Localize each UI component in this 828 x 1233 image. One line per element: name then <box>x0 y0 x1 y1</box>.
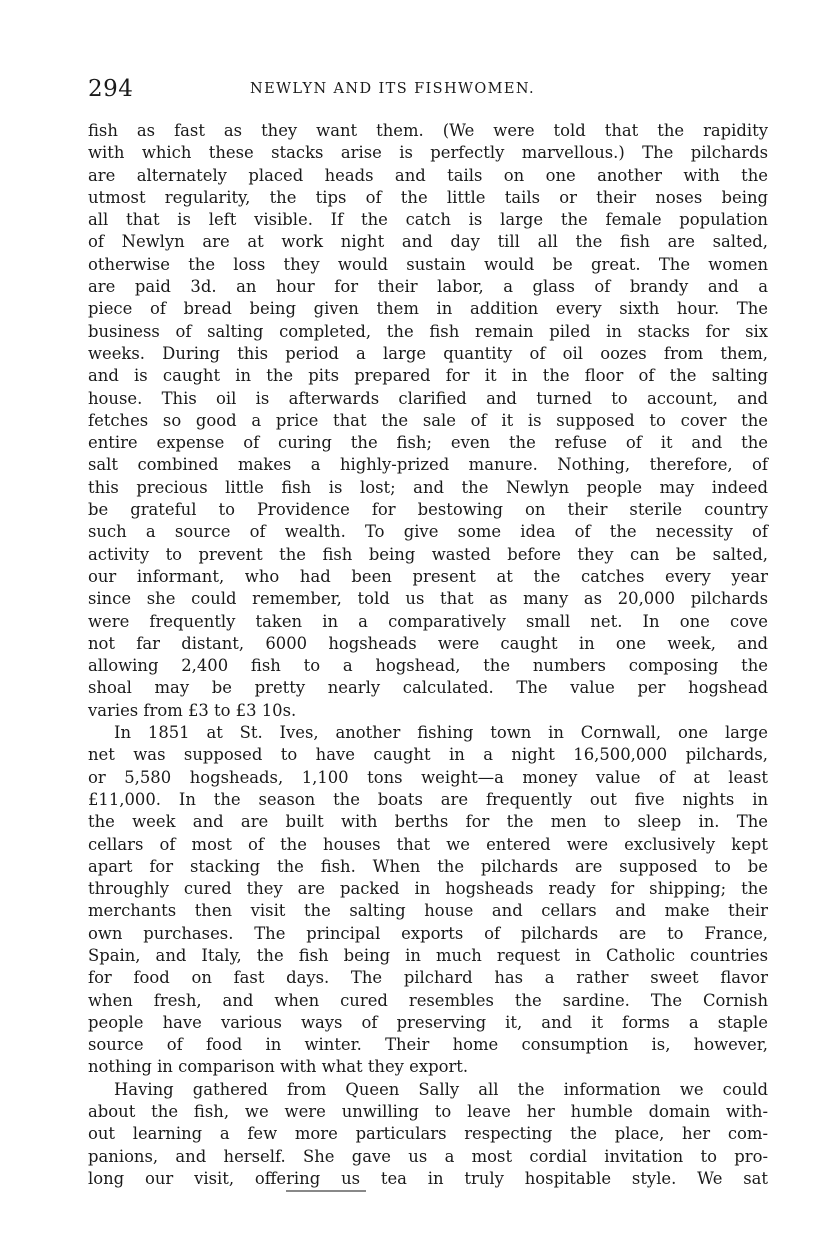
printer-mark <box>286 1190 366 1192</box>
text-line: are alternately placed heads and tails on one another with the <box>88 165 768 185</box>
text-line: when fresh, and when cured resembles the sardine. The Cornish <box>88 990 768 1010</box>
running-title: NEWLYN AND ITS FISHWOMEN. <box>250 81 536 97</box>
text-line: panions, and herself. She gave us a most cordial invitation to pro- <box>88 1146 768 1166</box>
text-line: were frequently taken in a comparatively small net. In one cove <box>88 611 768 631</box>
text-line: fetches so good a price that the sale of it is supposed to cover the <box>88 410 768 430</box>
text-line: out learning a few more particulars respecting the place, her com- <box>88 1124 768 1144</box>
text-line: entire expense of curing the fish; even the refuse of it and the <box>88 433 768 453</box>
text-line: since she could remember, told us that as many as 20,000 pilchards <box>88 589 768 609</box>
text-line: of Newlyn are at work night and day till all the fish are salted, <box>88 232 768 252</box>
text-line: own purchases. The principal exports of pilchards are to France, <box>88 923 768 943</box>
page-header <box>88 76 768 106</box>
text-line: throughly cured they are packed in hogsheads ready for shipping; the <box>88 879 768 899</box>
text-line: not far distant, 6000 hogsheads were caught in one week, and <box>88 633 768 653</box>
text-line: allowing 2,400 fish to a hogshead, the numbers composing the <box>88 656 768 676</box>
text-line: are paid 3d. an hour for their labor, a glass of brandy and a <box>88 277 768 297</box>
text-line: fish as fast as they want them. (We were told that the rapidity <box>88 121 768 140</box>
text-line: with which these stacks arise is perfectly marvellous.) The pilchards <box>88 143 768 163</box>
page-number: 294 <box>88 76 134 102</box>
text-line: source of food in winter. Their home consumption is, however, <box>88 1035 768 1055</box>
text-line: net was supposed to have caught in a night 16,500,000 pilchards, <box>88 745 768 765</box>
text-line: varies from £3 to £3 10s. <box>88 700 297 720</box>
text-line: and is caught in the pits prepared for it in the floor of the salting <box>88 366 768 386</box>
text-line: activity to prevent the fish being wasted before they can be salted, <box>88 544 768 564</box>
text-line: such a source of wealth. To give some idea of the necessity of <box>88 522 768 542</box>
text-line: long our visit, offering us tea in truly hospitable style. We sat <box>88 1168 768 1188</box>
text-line: all that is left visible. If the catch is large the female population <box>88 210 768 230</box>
text-line: piece of bread being given them in addition every sixth hour. The <box>88 299 768 319</box>
text-line: merchants then visit the salting house and cellars and make their <box>88 901 768 921</box>
text-line: house. This oil is afterwards clarified and turned to account, and <box>88 388 768 408</box>
text-line: cellars of most of the houses that we entered were exclusively kept <box>88 834 768 854</box>
text-line: Spain, and Italy, the fish being in much request in Catholic countries <box>88 945 768 965</box>
body-text <box>88 120 768 1190</box>
text-line: Having gathered from Queen Sally all the information we could <box>114 1079 768 1099</box>
text-line: for food on fast days. The pilchard has a rather sweet flavor <box>88 968 768 988</box>
text-line: salt combined makes a highly-prized manure. Nothing, therefore, of <box>88 455 768 475</box>
text-line: otherwise the loss they would sustain would be great. The women <box>88 254 768 274</box>
text-line: the week and are built with berths for the men to sleep in. The <box>88 812 768 832</box>
text-line: In 1851 at St. Ives, another fishing town in Cornwall, one large <box>114 723 768 743</box>
text-line: this precious little fish is lost; and the Newlyn people may indeed <box>88 477 768 497</box>
text-line: about the fish, we were unwilling to leave her humble domain with- <box>88 1102 768 1122</box>
text-line: nothing in comparison with what they export. <box>88 1057 469 1077</box>
text-line: apart for stacking the fish. When the pilchards are supposed to be <box>88 856 768 876</box>
text-line: shoal may be pretty nearly calculated. The value per hogshead <box>88 678 768 698</box>
text-line: weeks. During this period a large quantity of oil oozes from them, <box>88 343 768 363</box>
text-line: utmost regularity, the tips of the little tails or their noses being <box>88 187 768 207</box>
text-line: or 5,580 hogsheads, 1,100 tons weight—a money value of at least <box>88 767 768 787</box>
text-line: £11,000. In the season the boats are frequently out five nights in <box>88 789 768 809</box>
text-line: people have various ways of preserving it, and it forms a staple <box>88 1012 768 1032</box>
text-line: be grateful to Providence for bestowing on their sterile country <box>88 500 768 520</box>
text-line: business of salting completed, the fish remain piled in stacks for six <box>88 321 768 341</box>
text-line: our informant, who had been present at the catches every year <box>88 566 768 586</box>
